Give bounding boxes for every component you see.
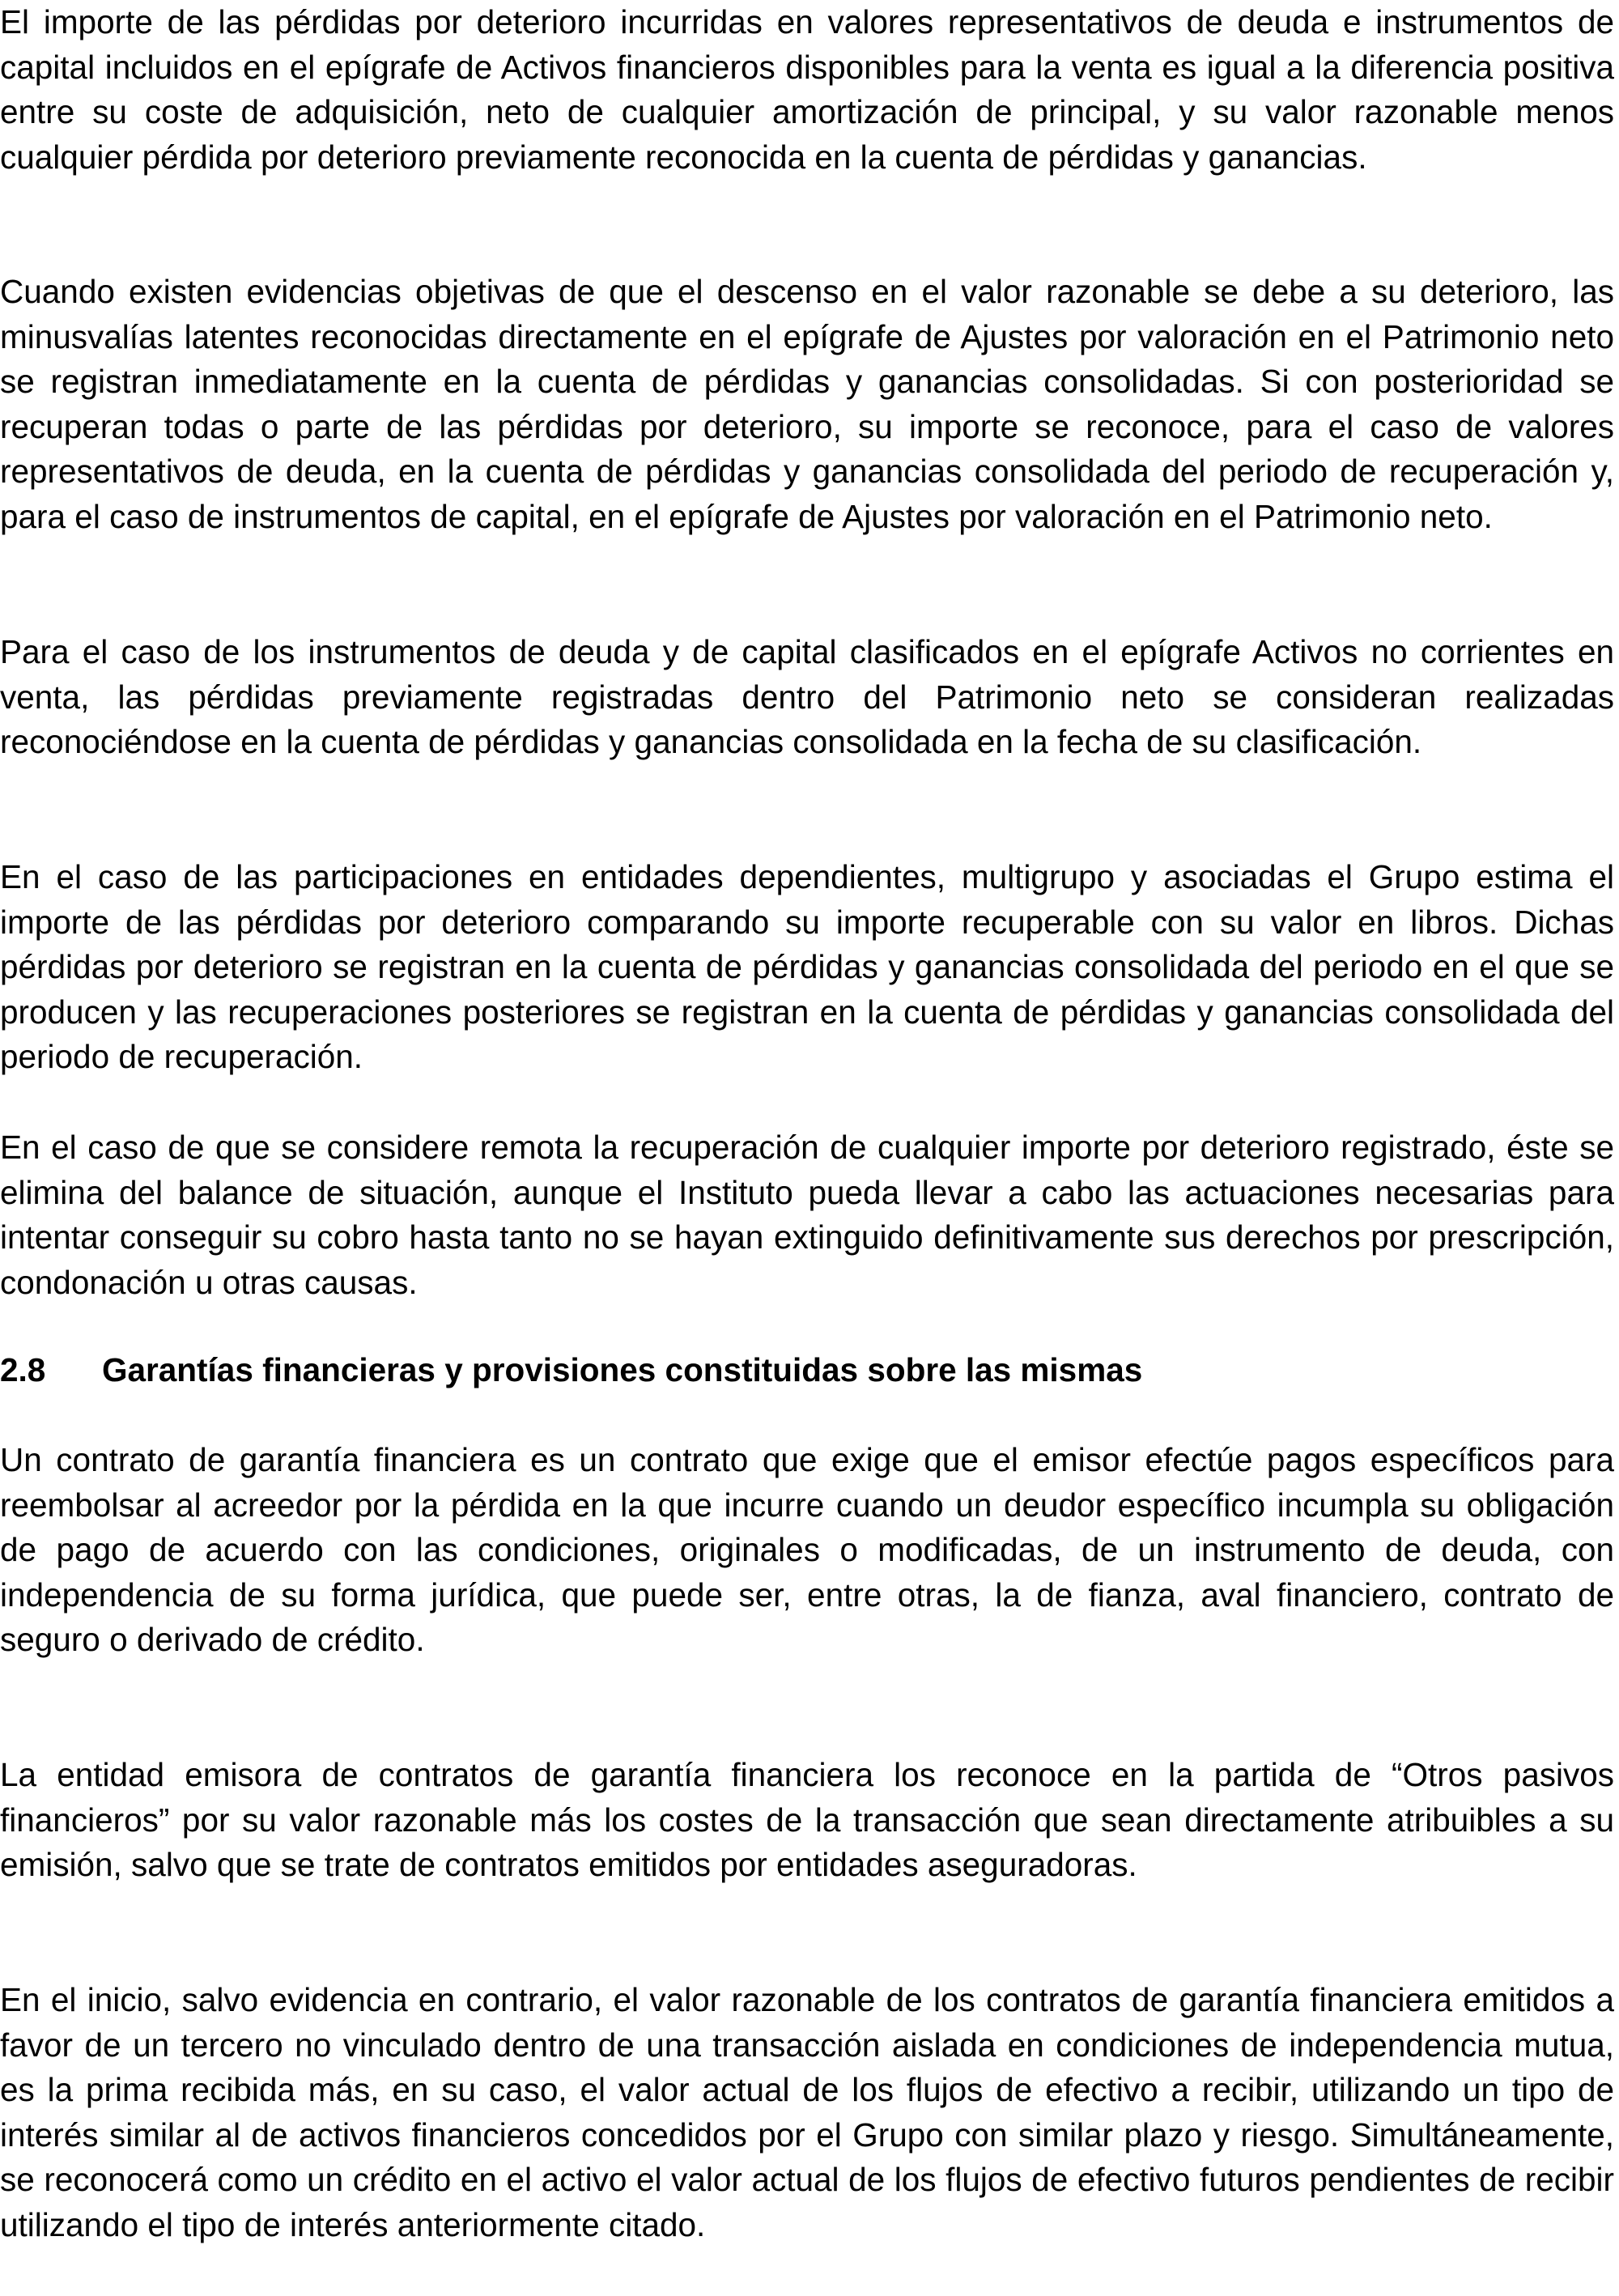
paragraph-participaciones: En el caso de las participaciones en entidades dependientes, multigrupo y asociadas el Grupo estima el importe de las pérdidas por deterioro comparando su importe recuperable con su valor en libros. Dichas pérdidas por deterioro se registran en la cuenta de pérdidas y ganancias consolidada del periodo en el que se producen y las recuperaciones posteriores se registran en la cuenta de pérdidas y ganancias consolidada del periodo de recuperación.: [0, 858, 1614, 1075]
paragraph-valor-razonable-inicio: En el inicio, salvo evidencia en contrario, el valor razonable de los contratos de garantía financiera emitidos a favor de un tercero no vinculado dentro de una transacción aislada en condiciones de independencia mutua, es la prima recibida más, en su caso, el valor actual de los flujos de efectivo a recibir, utilizando un tipo de interés similar al de activos financieros concedidos por el Grupo con similar plazo y riesgo. Simultáneamente, se reconocerá como un crédito en el activo el valor actual de los flujos de efectivo futuros pendientes de recibir utilizando el tipo de interés anteriormente citado.: [0, 1981, 1614, 2243]
section-title: Garantías financieras y provisiones constituidas sobre las mismas: [102, 1351, 1143, 1388]
paragraph-deterioro-importe: El importe de las pérdidas por deterioro incurridas en valores representativos de deuda e instrumentos de capital incluidos en el epígrafe de Activos financieros disponibles para la venta es igual a la diferencia positiva entre su coste de adquisición, neto de cualquier amortización de principal, y su valor razonable menos cualquier pérdida por deterioro previamente reconocida en la cuenta de pérdidas y ganancias.: [0, 3, 1614, 176]
section-number: 2.8: [0, 1351, 46, 1388]
paragraph-activos-no-corrientes: Para el caso de los instrumentos de deuda y de capital clasificados en el epígrafe Activos no corrientes en venta, las pérdidas previamente registradas dentro del Patrimonio neto se consideran realizadas reconociéndose en la cuenta de pérdidas y ganancias consolidada en la fecha de su clasificación.: [0, 633, 1614, 760]
paragraph-contrato-garantia: Un contrato de garantía financiera es un contrato que exige que el emisor efectúe pagos específicos para reembolsar al acreedor por la pérdida en la que incurre cuando un deudor específico incumpla su obligación de pago de acuerdo con las condiciones, originales o modificadas, de un instrumento de deuda, con independencia de su forma jurídica, que puede ser, entre otras, la de fianza, aval financiero, contrato de seguro o derivado de crédito.: [0, 1441, 1614, 1658]
paragraph-evidencias-objetivas: Cuando existen evidencias objetivas de que el descenso en el valor razonable se debe a su deterioro, las minusvalías latentes reconocidas directamente en el epígrafe de Ajustes por valoración en el Patrimonio neto se registran inmediatamente en la cuenta de pérdidas y ganancias consolidadas. Si con posterioridad se recuperan todas o parte de las pérdidas por deterioro, su importe se reconoce, para el caso de valores representativos de deuda, en la cuenta de pérdidas y ganancias consolidada del periodo de recuperación y, para el caso de instrumentos de capital, en el epígrafe de Ajustes por valoración en el Patrimonio neto.: [0, 273, 1614, 535]
section-heading: [0, 1348, 1614, 1393]
paragraph-recuperacion-remota: En el caso de que se considere remota la recuperación de cualquier importe por deterioro registrado, éste se elimina del balance de situación, aunque el Instituto pueda llevar a cabo las actuaciones necesarias para intentar conseguir su cobro hasta tanto no se hayan extinguido definitivamente sus derechos por prescripción, condonación u otras causas.: [0, 1129, 1614, 1301]
paragraph-entidad-emisora: La entidad emisora de contratos de garantía financiera los reconoce en la partida de “Otros pasivos financieros” por su valor razonable más los costes de la transacción que sean directamente atribuibles a su emisión, salvo que se trate de contratos emitidos por entidades aseguradoras.: [0, 1756, 1614, 1883]
